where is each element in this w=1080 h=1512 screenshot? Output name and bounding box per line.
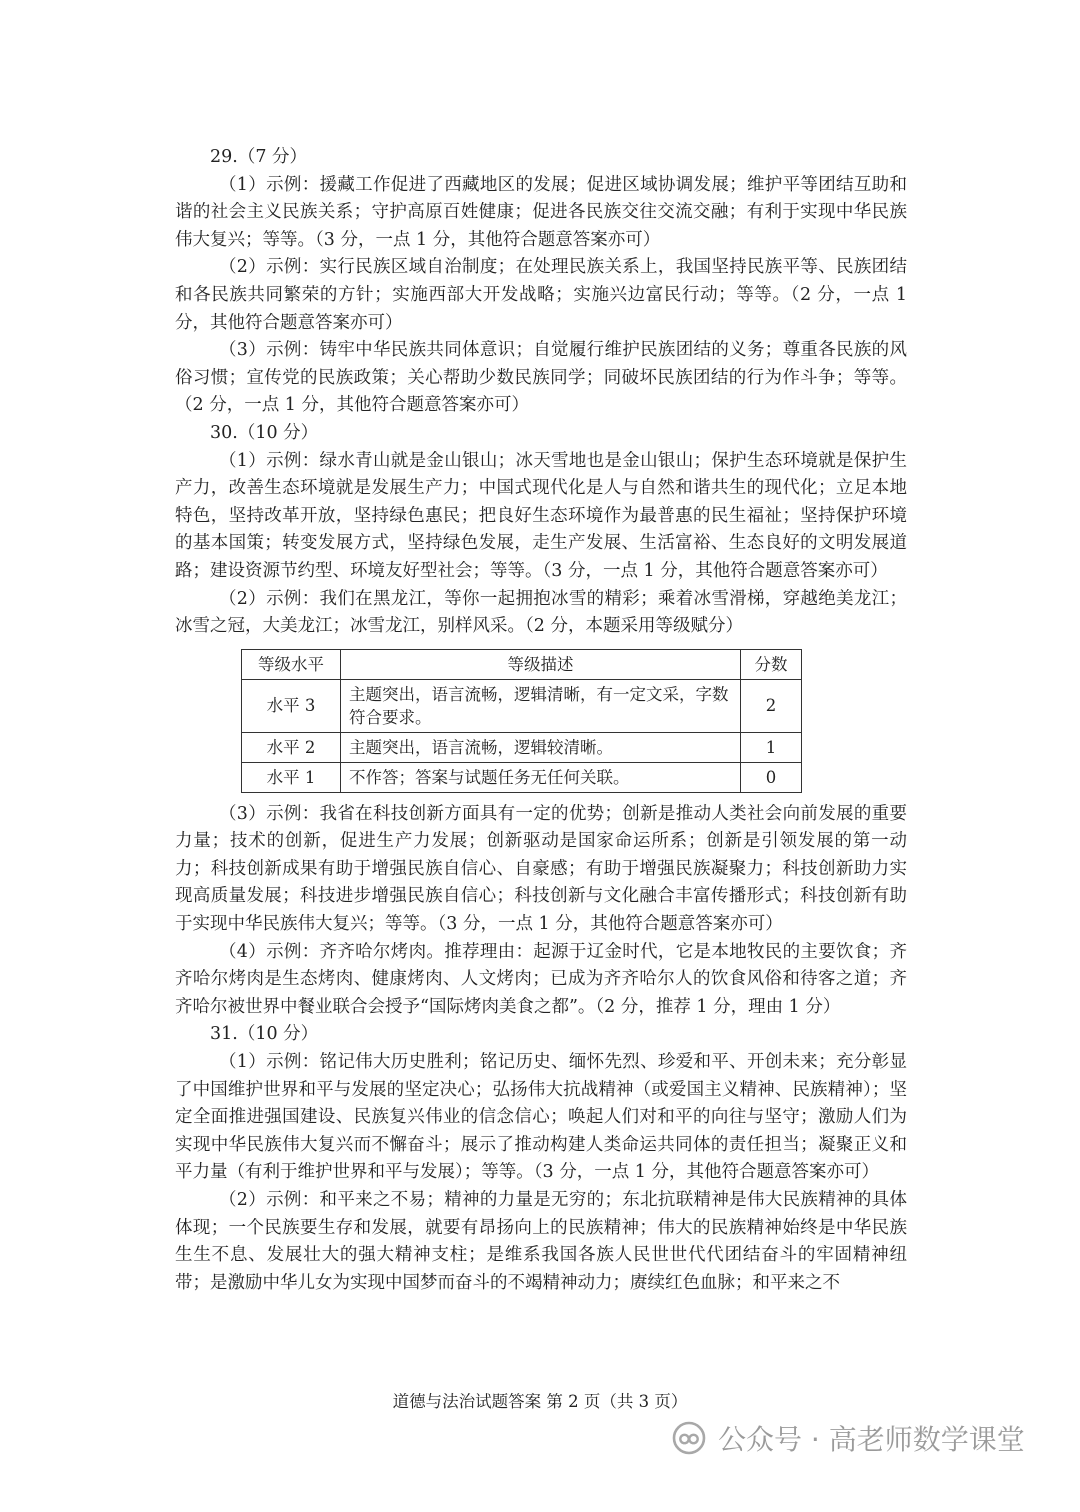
question-29-heading: 29.（7 分）	[210, 147, 308, 167]
description-cell: 主题突出，语言流畅，逻辑清晰，有一定文采，字数符合要求。	[341, 679, 741, 732]
table-row	[242, 679, 802, 732]
level-cell: 水平 2	[242, 732, 341, 762]
answer-content	[175, 144, 907, 1297]
score-cell: 0	[741, 762, 802, 792]
question-30-answer-4: （4）示例：齐齐哈尔烤肉。推荐理由：起源于辽金时代，它是本地牧民的主要饮食；齐齐哈尔烤肉是生态烤肉、健康烤肉、人文烤肉；已成为齐齐哈尔人的饮食风俗和待客之道；齐齐哈尔被世界中餐业联合会授予“国际烤肉美食之都”。（2 分，推荐 1 分，理由 1 分）	[175, 941, 907, 1017]
question-30-answer-1: （1）示例：绿水青山就是金山银山；冰天雪地也是金山银山；保护生态环境就是保护生产力，改善生态环境就是发展生产力；中国式现代化是人与自然和谐共生的现代化；立足本地特色，坚持改革开放，坚持绿色惠民；把良好生态环境作为最普惠的民生福祉；坚持保护环境的基本国策；转变发展方式，坚持绿色发展，走生产发展、生活富裕、生态良好的文明发展道路；建设资源节约型、环境友好型社会；等等。（3 分，一点 1 分，其他符合题意答案亦可）	[175, 450, 907, 581]
watermark	[672, 1413, 1025, 1463]
question-31-heading: 31.（10 分）	[210, 1024, 319, 1045]
header-description: 等级描述	[341, 649, 741, 679]
question-30-answer-3: （3）示例：我省在科技创新方面具有一定的优势；创新是推动人类社会向前发展的重要力量；技术的创新，促进生产力发展；创新驱动是国家命运所系；创新是引领发展的第一动力；科技创新成果有助于增强民族自信心、自豪感；有助于增强民族凝聚力；科技创新助力实现高质量发展；科技进步增强民族自信心；科技创新与文化融合丰富传播形式；科技创新有助于实现中华民族伟大复兴；等等。（3 分，一点 1 分，其他符合题意答案亦可）	[175, 803, 907, 935]
header-level: 等级水平	[242, 649, 341, 679]
page-footer: 道德与法治试题答案 第 2 页（共 3 页）	[392, 1392, 688, 1411]
header-score: 分数	[741, 649, 802, 679]
description-cell: 不作答；答案与试题任务无任何关联。	[341, 762, 741, 792]
level-cell: 水平 1	[242, 762, 341, 792]
score-cell: 1	[741, 732, 802, 762]
level-cell: 水平 3	[242, 679, 341, 732]
question-31-answer-1: （1）示例：铭记伟大历史胜利；铭记历史、缅怀先烈、珍爱和平、开创未来；充分彰显了中国维护世界和平与发展的坚定决心；弘扬伟大抗战精神（或爱国主义精神、民族精神）；坚定全面推进强国建设、民族复兴伟业的信念信心；唤起人们对和平的向往与坚守；激励人们为实现中华民族伟大复兴而不懈奋斗；展示了推动构建人类命运共同体的责任担当；凝聚正义和平力量（有利于维护世界和平与发展）；等等。（3 分，一点 1 分，其他符合题意答案亦可）	[175, 1052, 907, 1183]
grading-table	[241, 649, 802, 793]
table-row	[242, 732, 802, 762]
wechat-official-account-icon	[672, 1421, 706, 1455]
question-29-answer-3: （3）示例：铸牢中华民族共同体意识；自觉履行维护民族团结的义务；尊重各民族的风俗习惯；宣传党的民族政策；关心帮助少数民族同学；同破坏民族团结的行为作斗争；等等。（2 分，一点 1 分，其他符合题意答案亦可）	[175, 340, 907, 416]
grading-table-wrapper	[241, 649, 907, 793]
question-30-answer-2: （2）示例：我们在黑龙江，等你一起拥抱冰雪的精彩；乘着冰雪滑梯，穿越绝美龙江；冰雪之冠，大美龙江；冰雪龙江，别样风采。（2 分，本题采用等级赋分）	[175, 588, 907, 637]
watermark-text: 公众号 · 高老师数学课堂	[718, 1423, 1025, 1456]
description-cell: 主题突出，语言流畅，逻辑较清晰。	[341, 732, 741, 762]
table-row	[242, 762, 802, 792]
score-cell: 2	[741, 679, 802, 732]
question-29-answer-1: （1）示例：援藏工作促进了西藏地区的发展；促进区域协调发展；维护平等团结互助和谐的社会主义民族关系；守护高原百姓健康；促进各民族交往交流交融；有利于实现中华民族伟大复兴；等等。（3 分，一点 1 分，其他符合题意答案亦可）	[175, 174, 907, 250]
grading-table-header-row	[242, 649, 802, 679]
question-29-answer-2: （2）示例：实行民族区域自治制度；在处理民族关系上，我国坚持民族平等、民族团结和各民族共同繁荣的方针；实施西部大开发战略；实施兴边富民行动；等等。（2 分，一点 1 分，其他符合题意答案亦可）	[175, 257, 907, 333]
question-31-answer-2: （2）示例：和平来之不易；精神的力量是无穷的；东北抗联精神是伟大民族精神的具体体现；一个民族要生存和发展，就要有昂扬向上的民族精神；伟大的民族精神始终是中华民族生生不息、发展壮大的强大精神支柱；是维系我国各族人民世世代代团结奋斗的牢固精神纽带；是激励中华儿女为实现中国梦而奋斗的不竭精神动力；赓续红色血脉；和平来之不	[175, 1190, 907, 1293]
question-30-heading: 30.（10 分）	[210, 422, 319, 443]
